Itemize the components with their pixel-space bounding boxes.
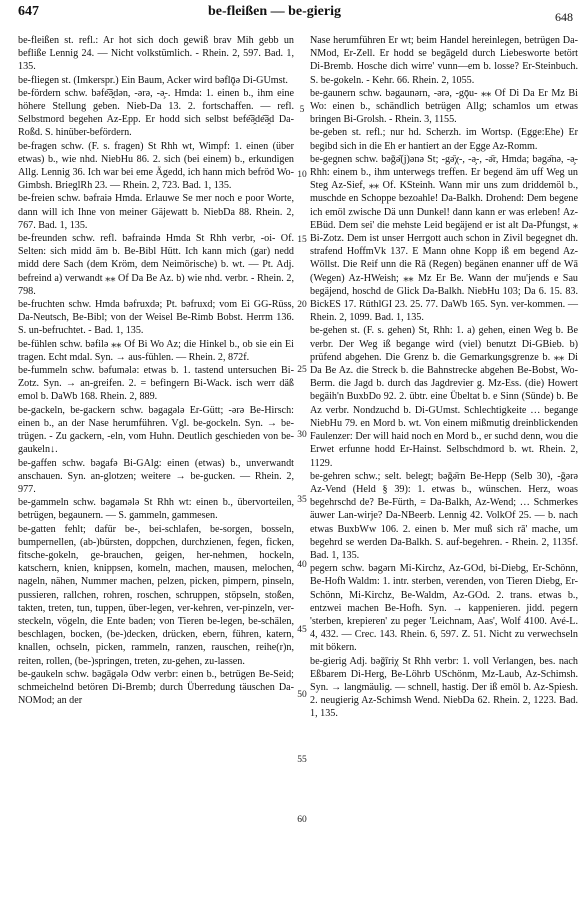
dictionary-entry: be-gegnen schw. bǝǧǝ̄(j)ǝnǝ St; -gǝ̄χ-, -ǝ̧-, -ǝ̄r, Hmda; bǝgǝ̄nǝ, -ǝ̧- Rhh: einem b., ihm unterwegs treffen. Er begend äm uff Weg un Steg Az-Sief, ⁎⁎ Of. KSteinh. Wann mir uns zum driddemöl b., muschde en Schoppe bezoahle! Da-Balkh. Drohend: Dem begene ich emöl zwische Dä unn Dunkel! dann kann er was erleben! Az-EBüd. Dem sei' die mehste Leid begäjend er ist alt Da-Pfungst, ⁎ Bi-Zotz. Dem ist unser Herrgott auch schon in Zivil begegnet dh. strafend HoffmVk 137. E Mann ohne Kopp iß em begend Az-Wöllst. Die Reif unn die Rā (Regen) begänen enanner uff de Wā (Wegen) Az-HWeish; ⁎⁎ Mz Er Be. Wann der mu'jends e Sau begäjend, hoschd de Glick Da-Balkh. NiebHu 103; Da 6. 15. 83. BickES 17. RüthlGI 23. 25. 77. DaWb 165. Syn. ver-kommen. — Rhein. 2, 1099. Bad. 1, 135. [310,153,578,324]
dictionary-entry: be-gaunern schw. bǝgaunǝrn, -ǝrǝ, -gǭu- ⁎⁎ Of Di Da Er Mz Bi Wo: einen b., schändlich betrügen Allg; schamlos um etwas bringen Bi-Grolsh. - Rhein. 3, 1155. [310,87,578,126]
line-number: 60 [297,815,307,825]
dictionary-entry: be-gackeln, be-gackern schw. bǝgagǝlǝ Er-Gütt; -ǝrǝ Be-Hirsch: einen b., an der Nase herumführen. Vgl. be-gockeln. Syn. → be-trügen. - Zu gackern, -eln, vom Huhn. Deutlich geschieden von be-gaukeln↓. [18,404,294,456]
dictionary-entry: be-freien schw. bǝfraiǝ Hmda. Erlauwe Se mer noch e poor Worte, dann will ich Ihne von meiner Gäjewatt b. NiebDa 88. Rhein. 2, 767. Bad. 1, 135. [18,193,294,231]
dictionary-entry: be-gierig Adj. bǝǧīriχ St Rhh verbr: 1. voll Verlangen, bes. nach Eßbarem Di-Herg, Be-Löhrb USchönm, Mz-Laub, Az-Schimsh. Syn. → langmäulig. — schnell, hastig. Der iß emöl b. Az-Spiesh. 2. neugierig Az-Schimsh Wend. NiebDa 62. Rhein. 2, 1223. Bad. 1, 135. [310,655,578,720]
line-number: 35 [297,495,307,505]
dictionary-entry: be-fliegen st. (Imkerspr.) Ein Baum, Acker wird bəflǭǝ Di-GUmst. [18,74,288,86]
dictionary-entry: be-freunden schw. refl. bǝfraindǝ Hmda St Rhh verbr, -oi- Of. Selten: sich midd äm b. Be-Bibl Hütt. Ich kann mich (gar) nedd midd dere Sach (dem Kröm, dem Neimörische) b. wt. — Pt. Adj. befreind a) verwandt ⁎⁎ Of Da Be Az. b) wie nhd. verbr. - Rhein. 2, 798. [18,233,294,297]
page-header [18,4,573,26]
line-number: 20 [297,300,307,310]
left-column [18,34,294,707]
line-number: 40 [297,560,307,570]
dictionary-entry: be-fleißen st. refl.: Ar hot sich doch gewiß brav Mih gebb un befliße Lennig 24. — Nicht volkstümlich. - Rhein. 2, 597. Bad. 1, 135. [18,35,294,73]
dictionary-entry: be-gatten fehlt; dafür be-, bei-schlafen, be-sorgen, bosseln, bumpernellen, (ab-)bürsten, doppchen, durchzienen, fegen, ficken, fitsche-gokeln, ge-brauchen, geigen, her-nehmen, hockeln, katschern, knien, knippsen, komeln, machen, mausen, melochen, nageln, nähen, Nummer machen, pelzen, picken, pimpern, pinseln, pussieren, rallchen, rohren, roschen, schruppen, stöpseln, stoßen, takten, treten, tun, tuppen, über-legen, ver-kehren, ver-pinzeln, ver-steckeln, vögeln, die Ente baden; von Tieren be-legen, be-schälen, beschlagen, bocken, (be-)decken, drücken, ebern, führen, katern, knallen, ochseln, picken, rammeln, ranzen, rauschen, reihe(r)n, reiten, rollen, (be-)springen, treten, zu-gehen, zu-lassen. [18,523,294,667]
line-number: 30 [297,430,307,440]
line-number: 45 [297,625,307,635]
line-number: 10 [297,170,307,180]
line-number: 5 [299,105,305,115]
line-number: 55 [297,755,307,765]
dictionary-entry: be-fummeln schw. bǝfumǝlǝ: etwas b. 1. tastend untersuchen Bi-Zotz. Syn. → an-greifen. 2. = befingern Bi-Wack. isch werr däß emol b. DaWb 168. Rhein. 2, 889. [18,365,294,403]
line-number: 25 [297,365,307,375]
dictionary-entry: be-geben st. refl.; nur hd. Scherzh. im Wortsp. (Egge:Ehe) Er begibd sich in die Eh er hantiert an der Egge Az-Romm. [310,127,578,152]
dictionary-entry: pegern schw. bǝgǝrn Mi-Kirchz, Az-GOd, bi-Diebg, Er-Schönn, Be-Hofh Waldm: 1. intr. sterben, verenden, von Tieren Diebg, Er-Schönn, Mi-Kirchz, Be-Waldm, Az-GOd. 2. trans. etwas b., entzwei machen Be-Hofh. Syn. → kappenieren. jidd. pegern 'sterben, krepieren' zu peger 'Leichnam, Aas', Wolf 4100. Avé-L. 4, 432. — Crec. 143. Rhein. 6, 597. Z. 51. Nicht zu verwechseln mit bökern. [310,563,578,654]
dictionary-entry: be-gehen st. (F. s. gehen) St, Rhh: 1. a) gehen, einen Weg b. Be verbr. Der Weg iß begange wird (viel) benutzt Di-GBieb. b) prüfend abgehen. Die Grenz b. die Gemarkungsgrenze b. ⁎⁎ Di Da Be Az. die Streck b. die Bahnstrecke abgehen Be-Bobst, Wo-Berm. die Jagd b. durch das Jagdrevier g. Mz-Ess. (die) Howert begäih'n BuxbDo 92. 2. übtr. eine Übeltat b. e Sinn (Sünde) b. Be Az verbr. Nondzuchd b. Di-GUmst. Schlechtigkeite … begange NiebHu 79. en Mord b. wt. Von einem mißmutig dreinblickenden Faulenzer: Der will haid noch en Mord b., er suchd denn, wou die Erwet erfunne hodd Er-Hainst. Selbschdmord b. wt. Rhein. 2, 1129. [310,325,578,469]
page-number-left: 647 [18,4,39,19]
dictionary-entry: be-fragen schw. (F. s. fragen) St Rhh wt, Wimpf: 1. einen (über etwas) b., wie nhd. NiebHu 86. 2. sich (bei einem) b., erkundigen Allg. Lennig 36. Ich war bei eme Ägedd, ich hann mich befröd Wo-Gimbsh. BrieglRh 23. — Rhein. 2, 723. Bad. 1, 135. [18,140,294,192]
dictionary-entry: be-fühlen schw. bǝfilǝ ⁎⁎ Of Bi Wo Az; die Hinkel b., ob sie ein Ei tragen. Echt mdal. Syn. → aus-fühlen. — Rhein. 2, 872f. [18,338,294,363]
right-column [310,34,578,721]
line-number: 15 [297,235,307,245]
dictionary-entry: be-fruchten schw. Hmda bǝfruxdǝ; Pt. bǝfruxd; vom Ei GG-Rüss, Da-Neutsch, Be-Bibl; von der Weisel Be-Rimb Bobst. Herrm 136. S. un-befruchtet. - Bad. 1, 135. [18,299,294,337]
dictionary-entry: be-gaukeln schw. bǝgāgǝlǝ Odw verbr: einen b., betrügen Be-Seid; schmeichelnd betören Di-Bremb; durch Überredung täuschen Da-NOMod; an der [18,668,294,707]
dictionary-entry: be-gammeln schw. bǝgamǝlǝ St Rhh wt: einen b., übervorteilen, betrügen, begaunern. — S. gammeln, gammesen. [18,497,294,522]
dictionary-entry: Nase herumführen Er wt; beim Handel hereinlegen, betrügen Da-NMod, Er-Zell. Er hodd se begāgeld durch Liebesworte betört Di-Bremb. Hosche dich wirre' vunn—em b. losse? Er-Steinbuch. S. be-gokeln. - Kehr. 66. Rhein. 2, 1055. [310,35,578,86]
line-number: 50 [297,690,307,700]
dictionary-entry: be-gaffen schw. bǝgafǝ Bi-GAlg: einen (etwas) b., unverwandt anschauen. Syn. an-glotzen; weitere → be-gucken. — Rhein. 2, 977. [18,457,294,495]
dictionary-entry: be-fördern schw. bǝfe͡ə̯dǝn, -ǝrǝ, -ǝ̧-. Hmda: 1. einen b., ihm eine höhere Stellung geben. Nieb-Da 13. 2. fortschaffen. — refl. Selbstmord begehen Az-Epp. Er hodd sich selbst befe͡ə̯de͡ə̯d Da-Roßd. S. hinüber-befördern. [18,87,294,139]
dictionary-entry: be-gehren schw.; selt. belegt; bǝǧǝ̄rn Be-Hepp (Selb 30), -ǧǝrǝ Az-Vend (Held § 39): 1. etwas b., wünschen. Herz, woas begehrschd de? Be-Fürth, = Da-Balkh, Az-Wend; … Schmerkes äuwer Lan-wirje? Da-NBeerb. Lennig 42. VolkOf 25. — b. nach etwas BuxbWw 106. 2. einen b. Mer muß sich rā' mache, um begehrd se werden Da-Balkh. S. auf-begehren. - Rhein. 2, 1135f. Bad. 1, 135. [310,470,578,561]
page-number-right: 648 [555,10,573,24]
running-title: be-fleißen — be-gierig [208,4,341,19]
